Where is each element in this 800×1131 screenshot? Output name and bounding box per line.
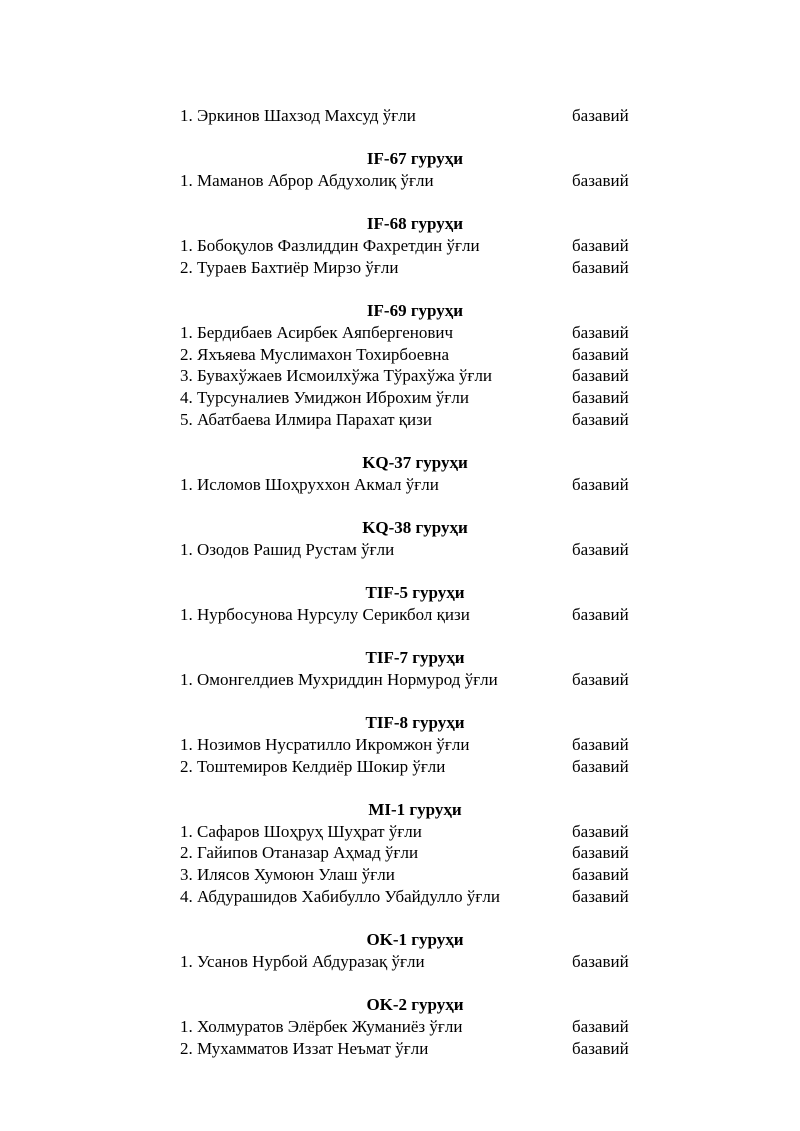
- student-name: 3. Илясов Хумоюн Улаш ўғли: [180, 865, 395, 885]
- group-heading: TIF-5 гуруҳи: [365, 583, 465, 603]
- student-status: базавий: [572, 344, 629, 364]
- student-name: 1. Холмуратов Элёрбек Жуманиёз ўғли: [180, 1016, 463, 1036]
- student-status: базавий: [572, 821, 629, 841]
- group-section: [180, 213, 650, 278]
- student-name: 1. Маманов Аброр Абдухолиқ ўғли: [180, 171, 434, 191]
- student-status: базавий: [572, 366, 629, 386]
- group-heading: TIF-7 гуруҳи: [365, 648, 465, 668]
- group-heading: MI-1 гуруҳи: [368, 800, 462, 819]
- group-section: [180, 148, 650, 191]
- group-heading: OK-1 гуруҳи: [366, 930, 464, 950]
- student-status: базавий: [572, 257, 629, 277]
- student-name: 2. Гайипов Отаназар Аҳмад ўғли: [180, 843, 419, 863]
- student-name: 1. Эркинов Шахзод Махсуд ўғли: [180, 106, 416, 125]
- group-heading: IF-69 гуруҳи: [366, 301, 464, 321]
- student-status: базавий: [572, 843, 629, 863]
- student-status: базавий: [572, 756, 629, 776]
- student-status: базавий: [572, 322, 629, 342]
- group-section: [180, 300, 650, 430]
- student-row: [180, 235, 650, 257]
- student-row: [180, 365, 650, 387]
- student-row: [180, 539, 650, 561]
- group-heading: KQ-38 гуруҳи: [362, 518, 468, 538]
- student-status: базавий: [572, 669, 629, 689]
- student-name: 1. Усанов Нурбой Абдуразақ ўғли: [180, 951, 425, 971]
- group-heading: IF-68 гуруҳи: [366, 214, 464, 234]
- student-row: [180, 1016, 650, 1038]
- student-name: 1. Исломов Шоҳруххон Акмал ўғли: [180, 474, 439, 494]
- student-row: [180, 105, 650, 127]
- student-status: базавий: [572, 171, 629, 191]
- group-heading: IF-67 гуруҳи: [366, 149, 464, 169]
- student-row: [180, 474, 650, 496]
- student-status: базавий: [572, 604, 629, 624]
- student-status: базавий: [572, 474, 629, 494]
- group-section: [180, 929, 650, 972]
- student-status: базавий: [572, 387, 629, 407]
- student-row: [180, 886, 650, 908]
- group-section: [180, 452, 650, 495]
- student-row: [180, 604, 650, 626]
- student-list: [180, 105, 650, 1059]
- student-row: [180, 387, 650, 409]
- student-row: [180, 842, 650, 864]
- student-status: базавий: [572, 539, 629, 559]
- student-name: 1. Нозимов Нусратилло Икромжон ўғли: [180, 734, 470, 754]
- student-row: [180, 344, 650, 366]
- student-status: базавий: [572, 865, 629, 885]
- student-row: [180, 734, 650, 756]
- group-section: [180, 712, 650, 777]
- student-status: базавий: [572, 1016, 629, 1036]
- student-name: 1. Омонгелдиев Мухриддин Нормурод ўғли: [180, 669, 498, 689]
- group-section: [180, 582, 650, 625]
- student-status: базавий: [572, 236, 629, 256]
- group-section: [180, 799, 650, 907]
- group-section: [180, 647, 650, 690]
- student-row: [180, 864, 650, 886]
- student-row: [180, 756, 650, 778]
- student-row: [180, 409, 650, 431]
- student-row: [180, 322, 650, 344]
- student-row: [180, 951, 650, 973]
- group-heading: KQ-37 гуруҳи: [362, 453, 468, 472]
- group-section: [180, 994, 650, 1059]
- student-name: 1. Нурбосунова Нурсулу Серикбол қизи: [180, 604, 470, 624]
- student-row: [180, 170, 650, 192]
- group-section: [180, 517, 650, 560]
- student-status: базавий: [572, 409, 629, 429]
- student-name: 1. Бердибаев Асирбек Аяпбергенович: [180, 322, 454, 342]
- student-name: 4. Турсуналиев Умиджон Иброхим ўғли: [180, 387, 469, 407]
- student-status: базавий: [572, 1038, 629, 1058]
- student-name: 1. Сафаров Шоҳруҳ Шуҳрат ўғли: [180, 821, 422, 841]
- student-name: 1. Бобоқулов Фазлиддин Фахретдин ўғли: [180, 236, 480, 256]
- student-name: 2. Тоштемиров Келдиёр Шокир ўғли: [180, 756, 446, 776]
- student-name: 4. Абдурашидов Хабибулло Убайдулло ўғли: [180, 886, 500, 906]
- group-heading: OK-2 гуруҳи: [366, 995, 464, 1015]
- group-heading: TIF-8 гуруҳи: [365, 713, 465, 733]
- student-row: [180, 669, 650, 691]
- student-name: 2. Тураев Бахтиёр Мирзо ўғли: [180, 257, 399, 277]
- student-name: 2. Мухамматов Иззат Неъмат ўғли: [180, 1038, 429, 1058]
- student-name: 5. Абатбаева Илмира Парахат қизи: [180, 409, 432, 429]
- student-status: базавий: [572, 734, 629, 754]
- student-row: [180, 1038, 650, 1060]
- student-status: базавий: [572, 106, 629, 125]
- student-name: 2. Яхъяева Муслимахон Тохирбоевна: [180, 344, 450, 364]
- student-status: базавий: [572, 951, 629, 971]
- student-name: 1. Озодов Рашид Рустам ўғли: [180, 539, 395, 559]
- student-status: базавий: [572, 886, 629, 906]
- student-row: [180, 257, 650, 279]
- student-name: 3. Бувахўжаев Исмоилхўжа Тўрахўжа ўғли: [180, 366, 493, 386]
- student-row: [180, 821, 650, 843]
